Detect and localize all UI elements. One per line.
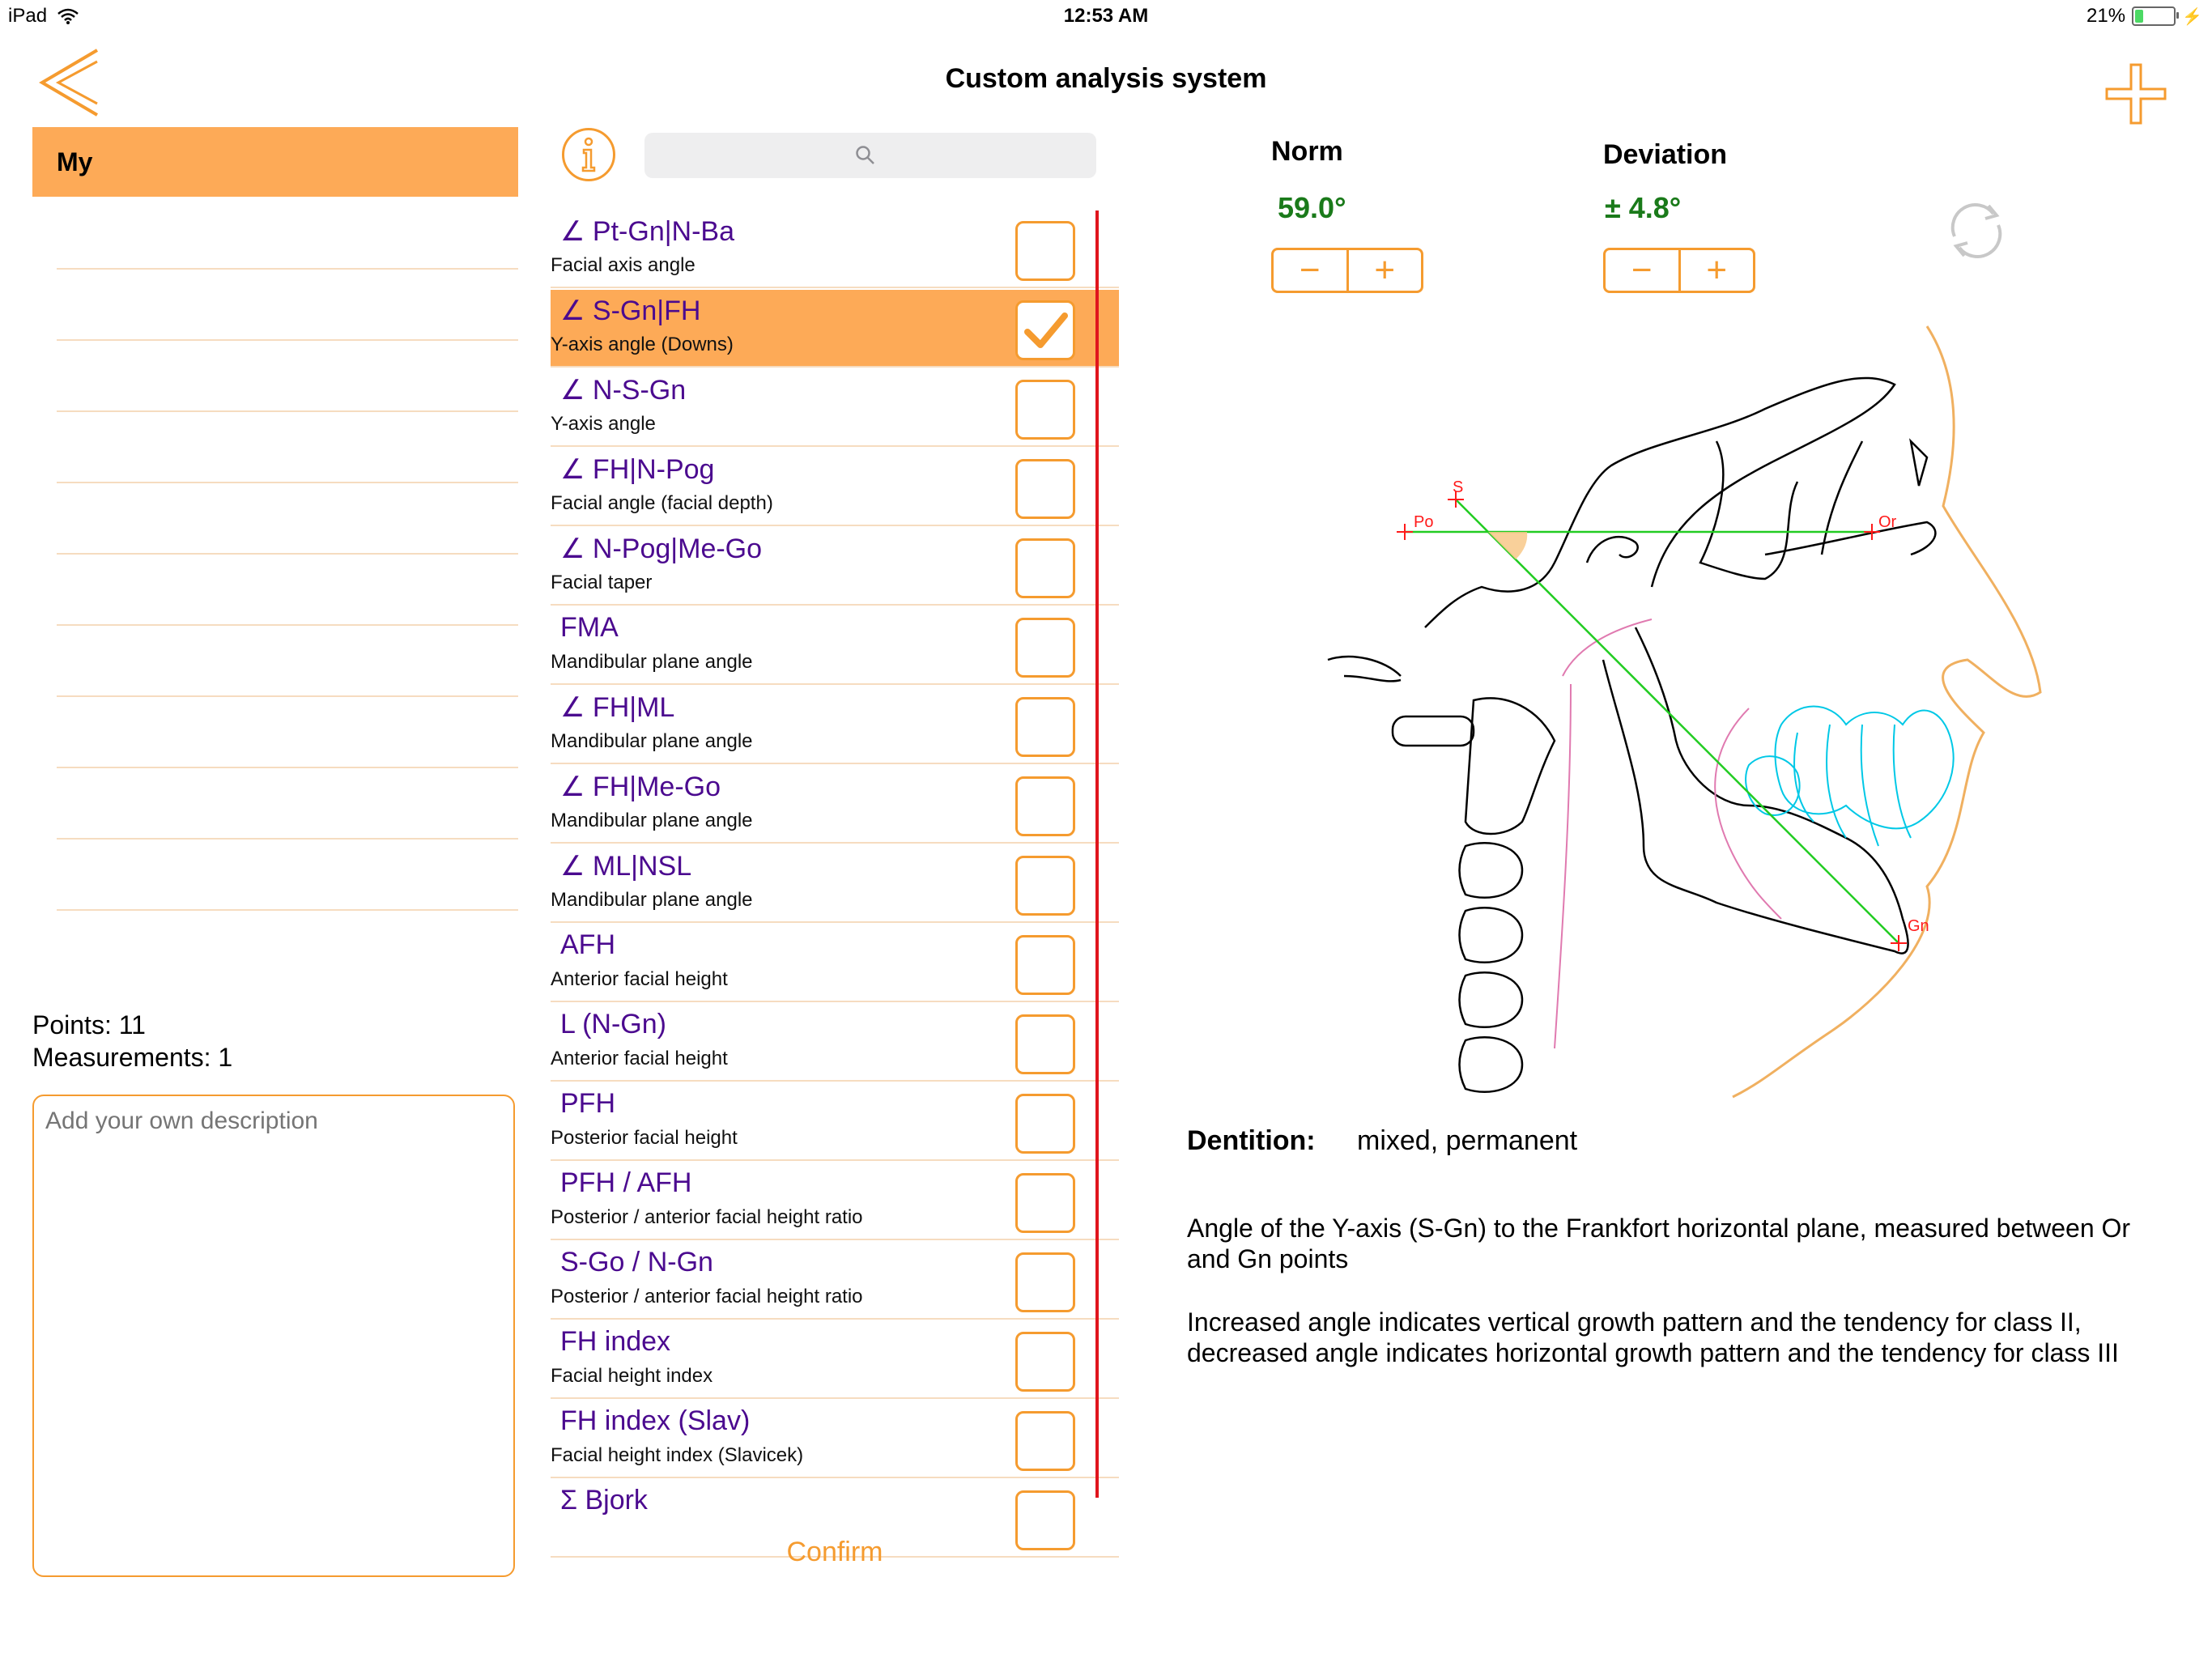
points-count: Points: 11: [32, 1010, 146, 1039]
info-button[interactable]: [562, 128, 615, 181]
measurement-checkbox[interactable]: [1015, 618, 1075, 678]
measurement-description: Posterior facial height: [551, 1127, 738, 1149]
row-divider: [551, 604, 1119, 606]
description-field[interactable]: [32, 1095, 515, 1577]
search-icon: [855, 145, 876, 166]
measurement-name: ∠ ML|NSL: [560, 851, 692, 882]
measurement-row[interactable]: [551, 210, 1119, 288]
measurement-row[interactable]: [551, 449, 1119, 526]
measurement-description: Posterior / anterior facial height ratio: [551, 1206, 863, 1228]
airway-outline: [1555, 619, 1781, 1048]
info-icon: [564, 130, 613, 179]
measurement-checkbox[interactable]: [1015, 697, 1075, 757]
measurement-row[interactable]: [551, 766, 1119, 844]
plus-icon[interactable]: +: [1678, 250, 1754, 291]
row-divider: [551, 1318, 1119, 1320]
measurement-description: Mandibular plane angle: [551, 810, 753, 831]
measurement-checkbox[interactable]: [1015, 1173, 1075, 1233]
measurement-checkbox[interactable]: [1015, 380, 1075, 440]
measurement-checkbox[interactable]: [1015, 538, 1075, 598]
measurement-description: Mandibular plane angle: [551, 651, 753, 673]
measurement-row[interactable]: [551, 528, 1119, 606]
row-divider: [551, 763, 1119, 764]
divider: [57, 767, 518, 768]
skull-outline: [1425, 378, 1895, 627]
minus-icon[interactable]: −: [1299, 250, 1321, 290]
measurement-description: Anterior facial height: [551, 968, 728, 990]
measurement-name: ∠ N-S-Gn: [560, 375, 687, 406]
measurement-checkbox[interactable]: [1015, 300, 1075, 360]
measurement-name: ∠ S-Gn|FH: [560, 295, 701, 326]
deviation-label: Deviation: [1603, 139, 1728, 170]
measurement-row[interactable]: [551, 687, 1119, 764]
measurement-description: Facial taper: [551, 572, 653, 593]
measurement-name: ∠ Pt-Gn|N-Ba: [560, 216, 735, 247]
measurement-description: Anterior facial height: [551, 1048, 728, 1069]
row-divider: [551, 1477, 1119, 1478]
measurement-name: PFH / AFH: [560, 1167, 692, 1198]
measurement-row[interactable]: [551, 607, 1119, 685]
page-title: Custom analysis system: [945, 63, 1267, 94]
measurement-description: Mandibular plane angle: [551, 730, 753, 752]
divider: [57, 624, 518, 626]
dentition-value: mixed, permanent: [1357, 1125, 1578, 1156]
measurement-row[interactable]: [551, 1401, 1119, 1478]
norm-label: Norm: [1271, 136, 1343, 167]
measurement-name: ∠ FH|N-Pog: [560, 454, 715, 485]
measurement-description: Posterior / anterior facial height ratio: [551, 1286, 863, 1307]
measurement-name: L (N-Gn): [560, 1009, 666, 1039]
status-bar: iPad 12:53 AM 21% ⚡: [0, 0, 2212, 32]
measurement-description: Mandibular plane angle: [551, 889, 753, 911]
norm-value: 59.0°: [1278, 191, 1346, 224]
measurement-description: Facial angle (facial depth): [551, 492, 773, 514]
soft-tissue-profile: [1733, 326, 2040, 1097]
divider: [57, 410, 518, 412]
measurement-description: Facial height index: [551, 1365, 713, 1387]
measurement-checkbox[interactable]: [1015, 856, 1075, 916]
measurement-name: FH index: [560, 1326, 671, 1357]
measurement-checkbox[interactable]: [1015, 459, 1075, 519]
landmark-gn-label: Gn: [1908, 917, 1929, 935]
landmark-s-label: S: [1453, 478, 1464, 496]
measurement-checkbox[interactable]: [1015, 1411, 1075, 1471]
measurement-name: S-Go / N-Gn: [560, 1247, 713, 1278]
divider: [57, 553, 518, 555]
divider: [57, 695, 518, 697]
measurement-name: FH index (Slav): [560, 1405, 751, 1436]
measurements-count: Measurements: 1: [32, 1043, 233, 1072]
plus-icon[interactable]: +: [1346, 250, 1422, 291]
minus-icon[interactable]: −: [1631, 250, 1653, 290]
row-divider: [551, 1239, 1119, 1240]
row-divider: [551, 1080, 1119, 1082]
measurement-name: FMA: [560, 612, 619, 643]
divider: [57, 339, 518, 341]
plus-icon[interactable]: [2104, 62, 2168, 126]
measurement-row[interactable]: [551, 290, 1119, 368]
measurement-row[interactable]: [551, 1321, 1119, 1399]
group-label: My: [57, 147, 93, 176]
measurement-description: Y-axis angle: [551, 413, 656, 435]
measurement-row[interactable]: [551, 1083, 1119, 1161]
measurement-row[interactable]: [551, 925, 1119, 1002]
measurement-description: Facial height index (Slavicek): [551, 1444, 804, 1466]
row-divider: [551, 445, 1119, 447]
battery-percent: 21%: [2087, 5, 2126, 27]
measurement-list[interactable]: [551, 210, 1119, 1516]
measurement-row[interactable]: [551, 1242, 1119, 1320]
description-paragraph-2: Increased angle indicates vertical growth pattern and the tendency for class II, decreased angle indicates horizontal growth pattern and the tendency for class III: [1187, 1307, 2119, 1367]
deviation-stepper[interactable]: [1603, 248, 1755, 293]
dentition-label: Dentition:: [1187, 1125, 1316, 1156]
measurement-description: Y-axis angle (Downs): [551, 334, 734, 355]
norm-stepper[interactable]: [1271, 248, 1423, 293]
measurement-checkbox[interactable]: [1015, 935, 1075, 995]
status-time: 12:53 AM: [1063, 5, 1149, 27]
battery-icon: [2132, 6, 2176, 26]
row-divider: [551, 1001, 1119, 1002]
row-divider: [551, 366, 1119, 368]
measurement-checkbox[interactable]: [1015, 1252, 1075, 1312]
cephalometric-diagram: [1263, 320, 2040, 1097]
divider: [57, 838, 518, 840]
row-divider: [551, 287, 1119, 288]
measurement-row[interactable]: [551, 369, 1119, 447]
measurement-name: PFH: [560, 1088, 615, 1119]
group-row-my[interactable]: [32, 127, 518, 197]
measurement-name: ∠ N-Pog|Me-Go: [560, 534, 763, 564]
search-input[interactable]: [644, 133, 1096, 178]
row-divider: [551, 1397, 1119, 1399]
refresh-icon[interactable]: [1940, 194, 2013, 267]
measurement-name: AFH: [560, 929, 615, 960]
angle-highlight: [1488, 532, 1527, 559]
checkmark-icon: [1018, 303, 1073, 358]
row-divider: [551, 842, 1119, 844]
row-divider: [551, 1159, 1119, 1161]
row-divider: [551, 683, 1119, 685]
divider: [57, 482, 518, 483]
confirm-button[interactable]: Confirm: [786, 1537, 883, 1567]
measurement-row[interactable]: [551, 1004, 1119, 1082]
measurement-row[interactable]: [551, 845, 1119, 923]
measurement-row[interactable]: [551, 1163, 1119, 1240]
sella-turcica: [1587, 537, 1638, 563]
row-divider: [551, 921, 1119, 923]
mandible-outline: [1603, 627, 1908, 954]
description-paragraph-1: Angle of the Y-axis (S-Gn) to the Frankfort horizontal plane, measured between Or and Gn points: [1187, 1214, 2131, 1273]
landmark-po-label: Po: [1414, 513, 1434, 531]
divider: [57, 268, 518, 270]
measurement-checkbox[interactable]: [1015, 776, 1075, 836]
cervical-spine: [1465, 698, 1555, 834]
measurement-checkbox[interactable]: [1015, 1332, 1075, 1392]
measurement-checkbox[interactable]: [1015, 221, 1075, 281]
landmark-or-label: Or: [1878, 513, 1897, 531]
measurement-name: Σ Bjork: [560, 1485, 648, 1516]
measurement-checkbox[interactable]: [1015, 1094, 1075, 1154]
measurement-name: ∠ FH|Me-Go: [560, 772, 721, 802]
counts-summary: [32, 1009, 232, 1073]
row-divider: [551, 525, 1119, 526]
device-name: iPad: [8, 5, 48, 27]
divider: [57, 909, 518, 911]
scrollbar[interactable]: [1095, 210, 1099, 1498]
teeth-outline: [1746, 707, 1954, 847]
measurement-description: Facial axis angle: [551, 254, 696, 276]
deviation-value: ± 4.8°: [1605, 191, 1682, 224]
measurement-checkbox[interactable]: [1015, 1014, 1075, 1074]
measurement-name: ∠ FH|ML: [560, 692, 675, 723]
